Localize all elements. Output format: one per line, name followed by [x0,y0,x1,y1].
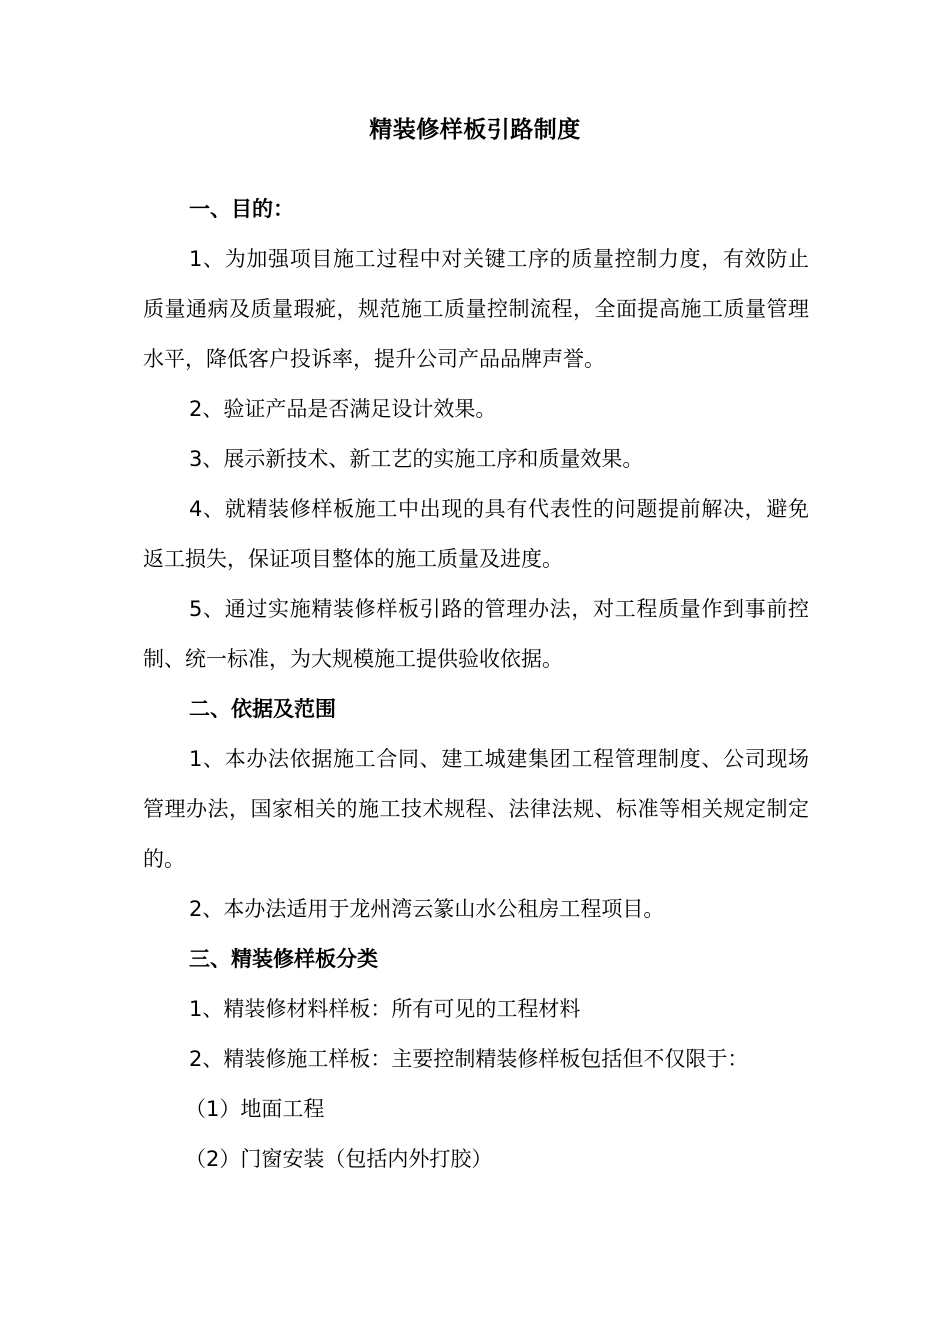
paragraph: 1、为加强项目施工过程中对关键工序的质量控制力度，有效防止质量通病及质量瑕疵，规范施工质量控制流程，全面提高施工质量管理水平，降低客户投诉率，提升公司产品品牌声誉。 [143,247,809,371]
paragraph: 2、精装修施工样板：主要控制精装修样板包括但不仅限于： [189,1047,749,1071]
section-heading-purpose: 一、目的： [189,197,294,221]
paragraph: 5、通过实施精装修样板引路的管理办法，对工程质量作到事前控制、统一标准，为大规模施工提供验收依据。 [143,597,809,671]
section-heading-basis-scope: 二、依据及范围 [189,697,336,721]
document-body [143,184,809,1184]
sub-item: （2）门窗安装（包括内外打胶） [185,1147,493,1171]
paragraph: 1、本办法依据施工合同、建工城建集团工程管理制度、公司现场管理办法，国家相关的施工技术规程、法律法规、标准等相关规定制定的。 [143,747,809,871]
paragraph: 3、展示新技术、新工艺的实施工序和质量效果。 [189,447,644,471]
paragraph: 2、本办法适用于龙州湾云篆山水公租房工程项目。 [189,897,665,921]
paragraph: 2、验证产品是否满足设计效果。 [189,397,497,421]
paragraph: 1、精装修材料样板：所有可见的工程材料 [189,997,581,1021]
document-title: 精装修样板引路制度 [369,117,581,143]
sub-item: （1）地面工程 [185,1097,325,1121]
section-heading-classification: 三、精装修样板分类 [189,947,378,971]
paragraph: 4、就精装修样板施工中出现的具有代表性的问题提前解决，避免返工损失，保证项目整体的施工质量及进度。 [143,497,809,571]
